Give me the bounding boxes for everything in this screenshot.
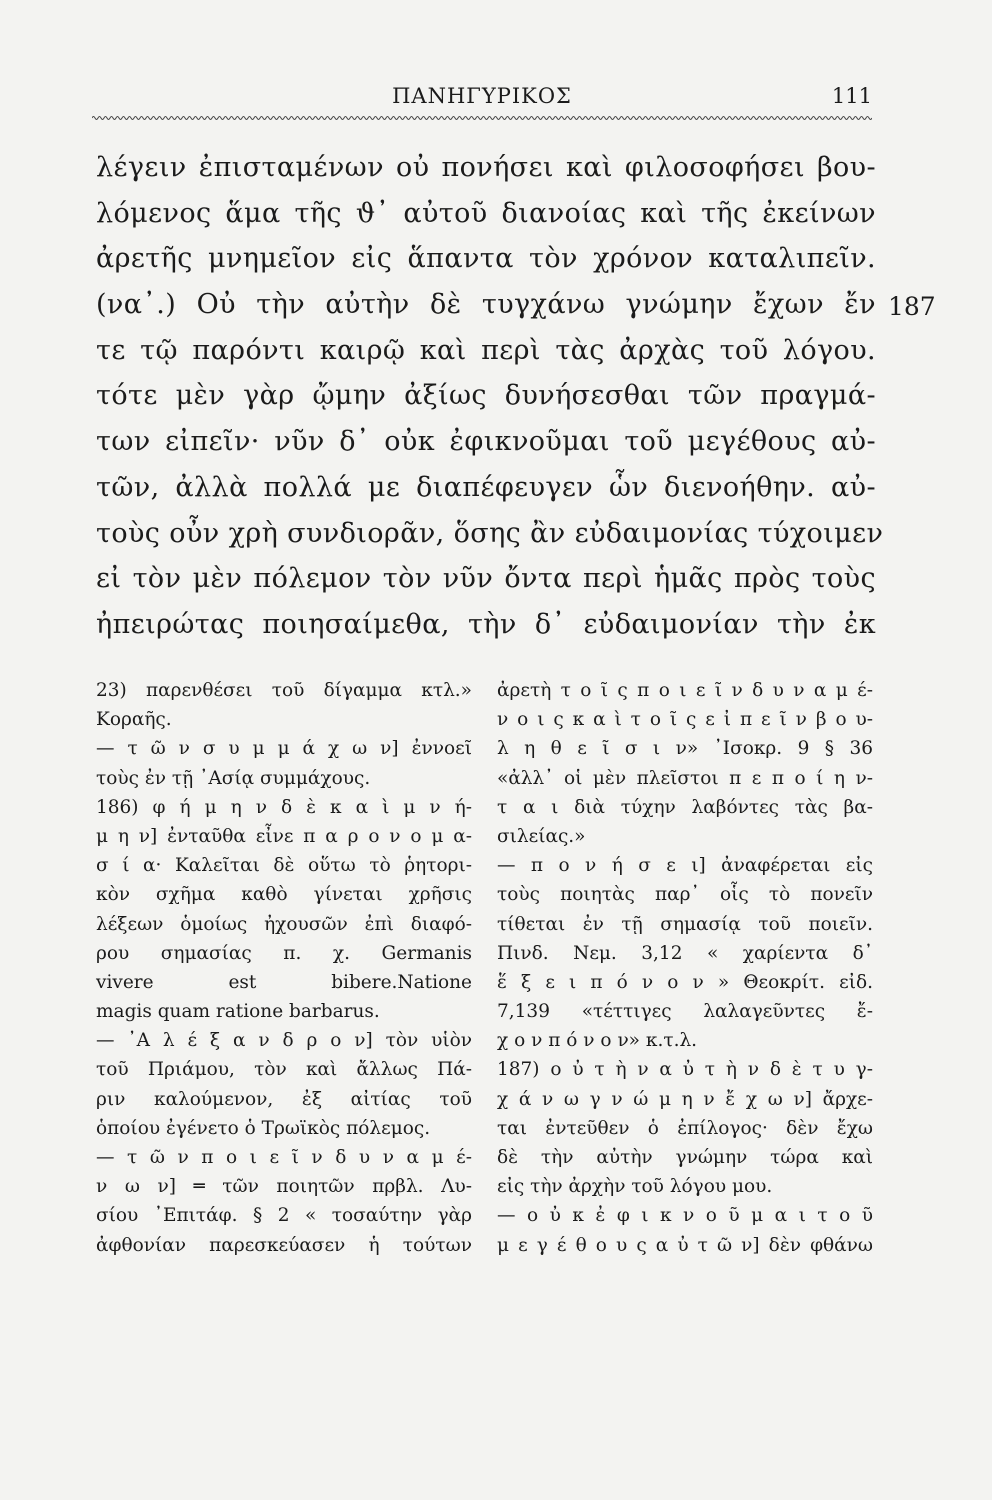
margin-section-number: 187 (888, 292, 936, 321)
footnote-line: 23) παρενθέσει τοῦ δίγαμμα κτλ.» (96, 680, 472, 701)
running-title: ΠΑΝΗΓΥΡΙΚΟΣ (392, 84, 572, 108)
footnote-line: ν ο ι ς κ α ὶ τ ο ῖ ς ε ἰ π ε ῖ ν β ο υ- (497, 709, 873, 731)
footnotes-left-column (96, 676, 472, 1260)
footnote-line: σιλείας.» (497, 825, 586, 847)
footnote-line: 186) φ ή μ η ν δ ὲ κ α ὶ μ ν ή- (96, 796, 472, 818)
footnote-line: — ᾽Α λ έ ξ α ν δ ρ ο ν] τὸν υἱὸν (96, 1030, 472, 1052)
main-text-line: εἰ τὸν μὲν πόλεμον τὸν νῦν ὄντα περὶ ἡμᾶς πρὸς τοὺς (96, 563, 876, 595)
footnote-line: — τ ῶ ν π ο ι ε ῖ ν δ υ ν α μ έ- (96, 1147, 472, 1168)
footnote-line: σ ί α· Καλεῖται δὲ οὕτω τὸ ῥητορι- (96, 855, 472, 877)
page-number: 111 (831, 84, 872, 108)
footnote-line: 187) ο ὐ τ ὴ ν α ὐ τ ὴ ν δ ὲ τ υ γ- (497, 1059, 873, 1081)
footnotes-right-column (497, 676, 873, 1260)
footnote-line: ἀφθονίαν παρεσκεύασεν ἡ τούτων (96, 1234, 472, 1256)
footnote-line: τ α ι διὰ τύχην λαβόντες τὰς βα- (497, 796, 873, 818)
footnote-line: μ ε γ έ θ ο υ ς α ὐ τ ῶ ν] δὲν φθάνω (497, 1234, 873, 1256)
footnote-line: ν ω ν] ═ τῶν ποιητῶν πρβλ. Λυ- (96, 1176, 472, 1198)
footnote-line: ται ἐντεῦθεν ὁ ἐπίλογος· δὲν ἔχω (497, 1117, 873, 1139)
footnote-line: λέξεων ὁμοίως ἠχουσῶν ἐπὶ διαφό- (96, 913, 472, 935)
footnote-line: «ἀλλ᾽ οἱ μὲν πλεῖστοι π ε π ο ί η ν- (497, 767, 873, 789)
main-text-line: λέγειν ἐπισταμένων οὐ πονήσει καὶ φιλοσοφήσει βου- (96, 152, 876, 183)
footnote-line: κὸν σχῆμα καθὸ γίνεται χρῆσις (96, 884, 472, 906)
wavy-header-rule (92, 114, 872, 122)
footnote-line: ὁποίου ἐγένετο ὁ Τρωϊκὸς πόλεμος. (96, 1117, 431, 1139)
footnote-line: τίθεται ἐν τῇ σημασίᾳ τοῦ ποιεῖν. (497, 913, 873, 935)
footnote-line: χ ά ν ω γ ν ώ μ η ν ἔ χ ω ν] ἄρχε- (497, 1088, 873, 1110)
footnote-line: Πινδ. Νεμ. 3,12 « χαρίεντα δ᾽ (497, 942, 873, 964)
main-text-line: (να᾽.) Οὐ τὴν αὐτὴν δὲ τυγχάνω γνώμην ἔχων ἔν (96, 289, 876, 321)
footnote-line: εἰς τὴν ἀρχὴν τοῦ λόγου μου. (497, 1176, 773, 1198)
footnote-line: 7,139 «τέττιγες λαλαγεῦντες ἔ- (497, 1001, 873, 1023)
footnote-line: λ η θ ε ῖ σ ι ν» ᾽Ισοκρ. 9 § 36 (497, 738, 873, 760)
main-text-line: τῶν, ἀλλὰ πολλά με διαπέφευγεν ὧν διενοήθην. αὐ- (96, 471, 876, 503)
footnote-line: ριν καλούμενον, ἐξ αἰτίας τοῦ (96, 1088, 472, 1110)
main-text-line: τοὺς οὖν χρὴ συνδιορᾶν, ὅσης ἂν εὐδαιμονίας τύχοιμεν (96, 517, 884, 549)
footnote-line: μ η ν] ἐνταῦθα εἶνε π α ρ ο ν ο μ α- (96, 825, 472, 847)
footnote-line: χ ο ν π ό ν ο ν» κ.τ.λ. (497, 1030, 698, 1052)
footnote-line: δὲ τὴν αὐτὴν γνώμην τώρα καὶ (497, 1147, 873, 1168)
page-header (92, 84, 872, 116)
footnote-line: σίου ᾽Επιτάφ. § 2 « τοσαύτην γὰρ (96, 1205, 472, 1227)
main-text (96, 145, 884, 648)
main-text-line: τότε μὲν γὰρ ᾤμην ἀξίως δυνήσεσθαι τῶν πραγμά- (96, 380, 876, 412)
main-text-line: ἠπειρώτας ποιησαίμεθα, τὴν δ᾽ εὐδαιμονίαν τὴν ἐκ (96, 608, 876, 640)
footnote-line: ἕ ξ ε ι π ό ν ο ν » Θεοκρίτ. εἰδ. (497, 971, 873, 993)
main-text-line: τε τῷ παρόντι καιρῷ καὶ περὶ τὰς ἀρχὰς τοῦ λόγου. (96, 334, 876, 366)
main-text-line: λόμενος ἅμα τῆς ϑ᾽ αὐτοῦ διανοίας καὶ τῆς ἐκείνων (96, 197, 876, 229)
footnote-line: — ο ὐ κ ἐ φ ι κ ν ο ῦ μ α ι τ ο ῦ (497, 1205, 873, 1227)
footnote-line: — τ ῶ ν σ υ μ μ ά χ ω ν] ἐννοεῖ (96, 738, 472, 760)
footnote-line: — π ο ν ή σ ε ι] ἀναφέρεται εἰς (497, 855, 873, 877)
footnote-line: vivere est bibere.Natione (96, 971, 472, 993)
footnote-line: τοὺς ἐν τῇ ᾽Ασίᾳ συμμάχους. (96, 767, 371, 789)
footnote-line: Κοραῆς. (96, 709, 172, 731)
footnote-line: ρου σημασίας π. χ. Germanis (96, 942, 472, 964)
footnote-line: τοῦ Πριάμου, τὸν καὶ ἄλλως Πά- (96, 1059, 472, 1081)
footnote-line: ἀρετὴ τ ο ῖ ς π ο ι ε ῖ ν δ υ ν α μ έ- (497, 680, 873, 701)
footnote-line: magis quam ratione barbarus. (96, 1001, 380, 1023)
footnote-line: τοὺς ποιητὰς παρ᾽ οἷς τὸ πονεῖν (497, 884, 873, 906)
main-text-line: ἀρετῆς μνημεῖον εἰς ἅπαντα τὸν χρόνον καταλιπεῖν. (96, 243, 876, 275)
main-text-line: των εἰπεῖν· νῦν δ᾽ οὐκ ἐφικνοῦμαι τοῦ μεγέθους αὐ- (96, 426, 876, 458)
